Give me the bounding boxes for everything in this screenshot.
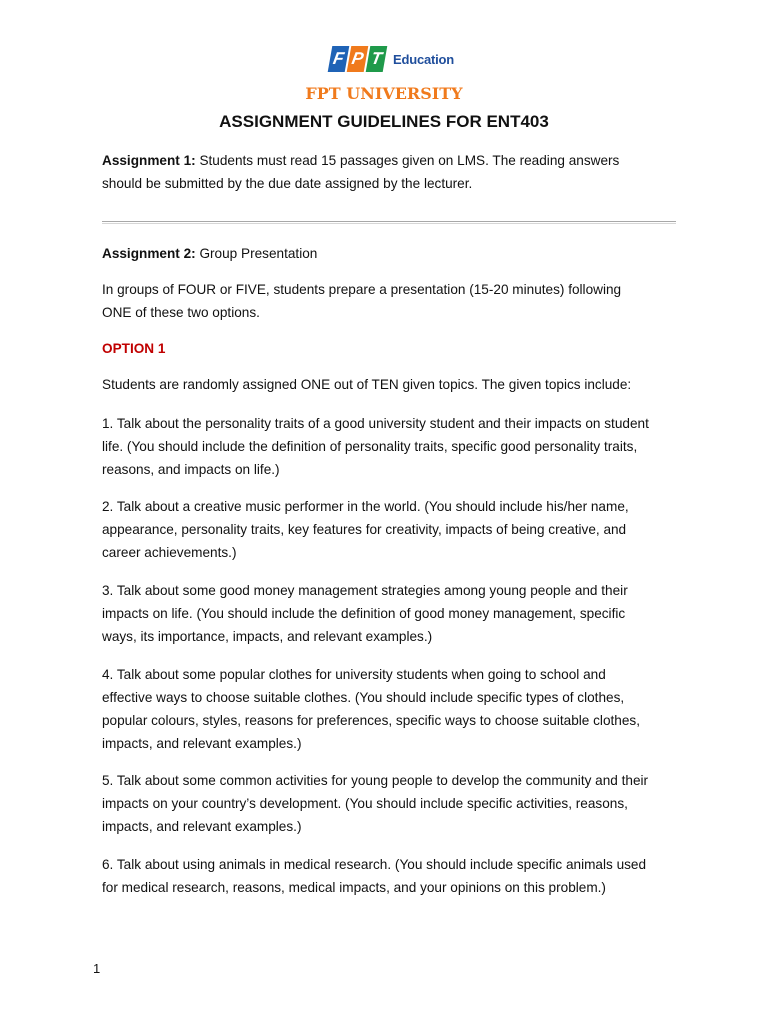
assignment-2-label: Assignment 2: bbox=[102, 246, 196, 261]
fpt-education-logo bbox=[330, 46, 454, 72]
topic-2-line: appearance, personality traits, key features for creativity, impacts of being creative, and bbox=[102, 522, 627, 537]
topic-2-line: career achievements.) bbox=[102, 545, 237, 560]
assignment-2-paragraph bbox=[102, 242, 682, 265]
assignment-1-paragraph bbox=[102, 149, 682, 195]
document-title: ASSIGNMENT GUIDELINES FOR ENT403 bbox=[219, 112, 549, 131]
topic-3-line: impacts on life. (You should include the definition of good money management, specific bbox=[102, 606, 626, 621]
topic-1-line: reasons, and impacts on life.) bbox=[102, 462, 280, 477]
topic-item-1 bbox=[102, 412, 682, 481]
topic-5-line: 5. Talk about some common activities for young people to develop the community and their bbox=[102, 773, 649, 788]
topic-1-line: 1. Talk about the personality traits of a good university student and their impacts on student bbox=[102, 416, 649, 431]
topic-5-line: impacts, and relevant examples.) bbox=[102, 819, 302, 834]
university-name: FPT UNIVERSITY bbox=[305, 84, 463, 103]
topic-4-line: impacts, and relevant examples.) bbox=[102, 736, 302, 751]
group-intro-line2: ONE of these two options. bbox=[102, 305, 260, 320]
group-intro-paragraph bbox=[102, 278, 682, 324]
topic-item-5 bbox=[102, 769, 682, 838]
topic-item-2 bbox=[102, 495, 682, 564]
topic-3-line: 3. Talk about some good money management strategies among young people and their bbox=[102, 583, 628, 598]
option-1-heading: OPTION 1 bbox=[102, 341, 166, 356]
topic-3-line: ways, its importance, impacts, and relevant examples.) bbox=[102, 629, 433, 644]
topic-6-line: for medical research, reasons, medical impacts, and your opinions on this problem.) bbox=[102, 880, 606, 895]
assignment-2-value: Group Presentation bbox=[195, 246, 318, 261]
page-number: 1 bbox=[93, 961, 101, 976]
fpt-logo-tiles bbox=[330, 46, 385, 72]
section-divider bbox=[102, 221, 676, 224]
assignment-1-text-line2: should be submitted by the due date assigned by the lecturer. bbox=[102, 176, 473, 191]
topic-6-line: 6. Talk about using animals in medical research. (You should include specific animals used bbox=[102, 857, 647, 872]
assignment-1-label: Assignment 1: bbox=[102, 153, 196, 168]
topics-intro: Students are randomly assigned ONE out of TEN given topics. The given topics include: bbox=[102, 377, 632, 392]
topic-1-line: life. (You should include the definition of personality traits, specific good personality traits, bbox=[102, 439, 638, 454]
logo-tile-p: P bbox=[347, 46, 369, 72]
assignment-1-text-line1: Students must read 15 passages given on LMS. The reading answers bbox=[195, 153, 620, 168]
topic-2-line: 2. Talk about a creative music performer in the world. (You should include his/her name, bbox=[102, 499, 629, 514]
logo-tile-t: T bbox=[366, 46, 388, 72]
logo-education-text: Education bbox=[393, 51, 455, 67]
topic-4-line: 4. Talk about some popular clothes for university students when going to school and bbox=[102, 667, 606, 682]
topic-item-4 bbox=[102, 663, 682, 755]
logo-tile-f: F bbox=[328, 46, 350, 72]
topic-4-line: popular colours, styles, reasons for preferences, specific ways to choose suitable clothes, bbox=[102, 713, 640, 728]
topic-5-line: impacts on your country’s development. (You should include specific activities, reasons, bbox=[102, 796, 628, 811]
group-intro-line1: In groups of FOUR or FIVE, students prepare a presentation (15-20 minutes) following bbox=[102, 282, 622, 297]
topic-item-6 bbox=[102, 853, 682, 899]
topic-4-line: effective ways to choose suitable clothes. (You should include specific types of clothes, bbox=[102, 690, 625, 705]
topic-item-3 bbox=[102, 579, 682, 648]
